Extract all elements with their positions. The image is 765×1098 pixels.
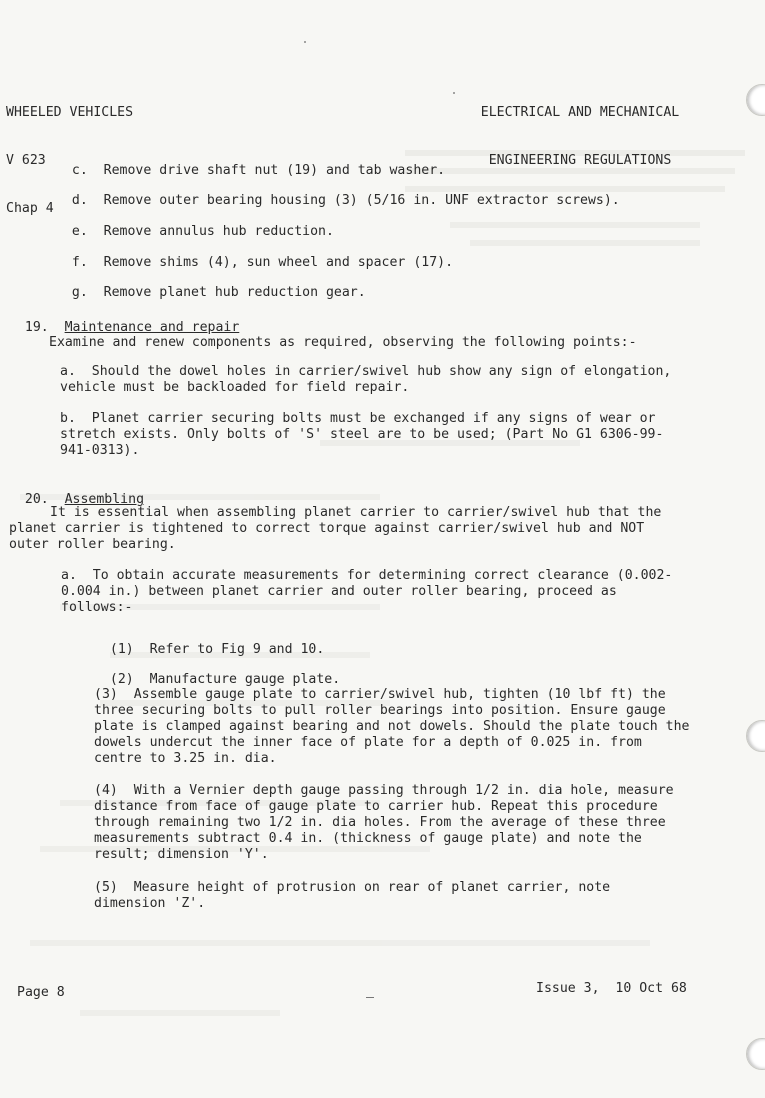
section-20-point-a — [61, 568, 681, 616]
section-20-intro — [9, 505, 669, 553]
step-label: e. — [71, 224, 88, 239]
subpoint-label: (4) — [94, 783, 118, 798]
step-text: Remove outer bearing housing (3) (5/16 in. UNF extractor screws). — [103, 193, 620, 208]
section-19-intro: Examine and renew components as required, observing the following points:- — [49, 335, 637, 350]
speck — [304, 41, 306, 43]
step-text: Remove planet hub reduction gear. — [103, 285, 366, 300]
subpoint-text: Assemble gauge plate to carrier/swivel hub, tighten (10 lbf ft) the three securing bolts to pull roller bearings into position. Ensure gauge plate is clamped against bearing and not dowels. Should the plate touch the dowels undercut the inner face of plate for a depth of 0.025 in. from centre to 3.25 in. dia. — [94, 687, 690, 766]
header-chapter: Chap 4 — [6, 201, 54, 216]
intro-text: It is essential when assembling planet carrier to carrier/swivel hub that the planet carrier is tightened to correct torque against carrier/swivel hub and NOT outer roller bearing. — [9, 505, 662, 552]
section-title: Assembling — [64, 492, 145, 507]
step-label: g. — [71, 285, 88, 300]
footer-page-number: Page 8 — [17, 985, 65, 1000]
subpoint-label: (3) — [94, 687, 118, 702]
section-19-heading — [9, 304, 239, 336]
dismantle-step-f — [56, 239, 453, 271]
point-label: b. — [60, 411, 76, 426]
subpoint-4 — [94, 783, 690, 863]
subpoint-3 — [94, 687, 690, 767]
subpoint-2 — [94, 656, 340, 688]
subpoint-text: Manufacture gauge plate. — [149, 672, 341, 687]
step-label: d. — [71, 193, 88, 208]
point-text: Planet carrier securing bolts must be exchanged if any signs of wear or stretch exists. Only bolts of 'S' steel are to be used; (Part No G1 6306-99-941-0313). — [60, 411, 664, 458]
section-20-heading — [9, 476, 144, 508]
dismantle-step-e — [56, 208, 334, 240]
dismantle-step-c — [56, 147, 445, 179]
dismantle-step-g — [56, 269, 366, 301]
subpoint-label: (2) — [109, 672, 134, 687]
section-title: Maintenance and repair — [64, 320, 240, 335]
section-number: 20. — [24, 492, 49, 507]
point-label: a. — [60, 364, 76, 379]
step-text: Remove annulus hub reduction. — [103, 224, 334, 239]
step-text: Remove drive shaft nut (19) and tab washer. — [103, 163, 446, 178]
section-19-point-a — [60, 364, 675, 396]
point-text: Should the dowel holes in carrier/swivel hub show any sign of elongation, vehicle must be backloaded for field repair. — [60, 364, 672, 395]
section-number: 19. — [24, 320, 49, 335]
step-text: Remove shims (4), sun wheel and spacer (17). — [103, 255, 454, 270]
subpoint-5 — [94, 880, 684, 912]
speck — [453, 92, 455, 94]
subpoint-text: Refer to Fig 9 and 10. — [149, 642, 325, 657]
header-volume: V 623 — [6, 153, 46, 168]
header-org-line1: ELECTRICAL AND MECHANICAL — [480, 105, 680, 120]
step-label: c. — [71, 163, 88, 178]
subpoint-label: (1) — [109, 642, 134, 657]
subpoint-label: (5) — [94, 880, 118, 895]
dismantle-step-d — [56, 177, 620, 209]
subpoint-1 — [94, 626, 324, 658]
footer-issue: Issue 3, 10 Oct 68 — [536, 981, 687, 996]
header-series: WHEELED VEHICLES — [6, 105, 134, 120]
header-org-line2: ENGINEERING REGULATIONS — [488, 153, 672, 168]
footer-rule — [366, 997, 374, 998]
step-label: f. — [71, 255, 88, 270]
point-label: a. — [61, 568, 77, 583]
subpoint-text: Measure height of protrusion on rear of planet carrier, note dimension 'Z'. — [94, 880, 611, 911]
section-19-point-b — [60, 411, 668, 459]
point-text: To obtain accurate measurements for determining correct clearance (0.002-0.004 in.) between planet carrier and outer roller bearing, proceed as follows:- — [61, 568, 673, 615]
subpoint-text: With a Vernier depth gauge passing through 1/2 in. dia hole, measure distance from face of gauge plate to carrier hub. Repeat this procedure through remaining two 1/2 in. dia holes. From the average of these three measurements subtract 0.4 in. (thickness of gauge plate) and note the result; dimension 'Y'. — [94, 783, 674, 862]
header-right — [478, 73, 682, 185]
